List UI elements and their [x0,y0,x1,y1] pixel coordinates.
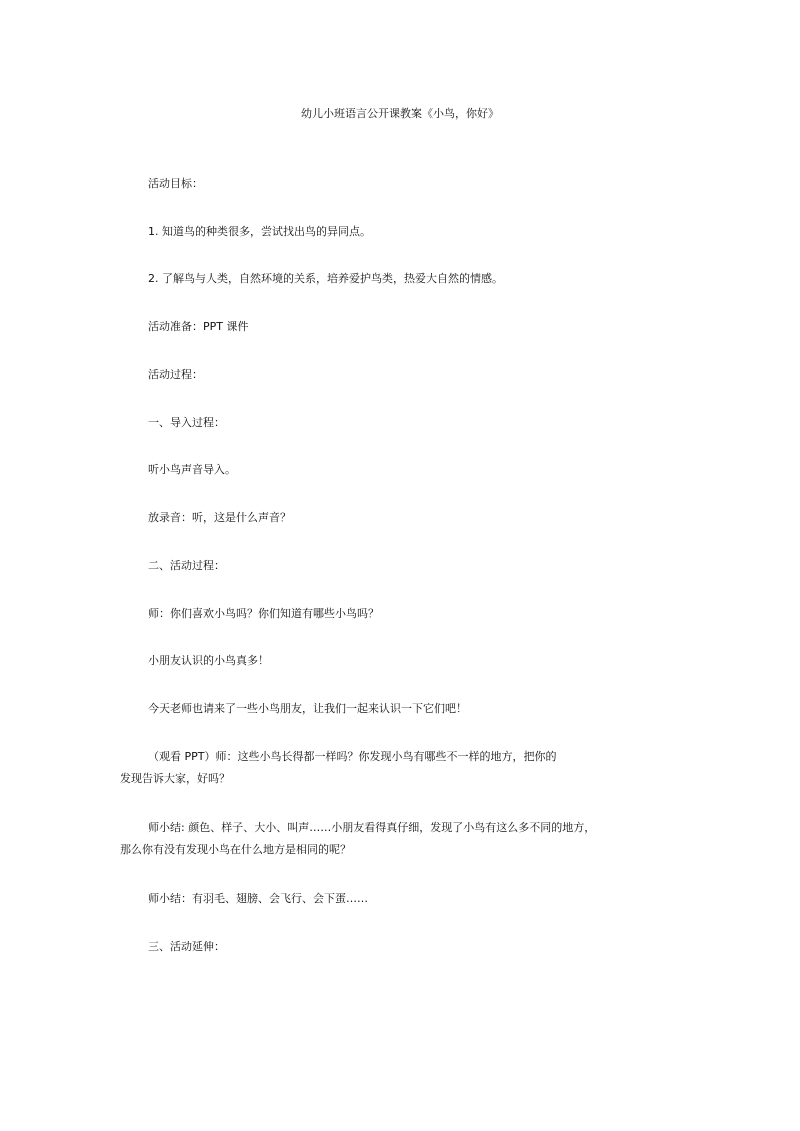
paragraph-goal-heading [120,173,680,195]
paragraph-goal-1 [120,221,680,243]
paragraph-line: 听小鸟声音导入。 [148,463,236,476]
paragraph-process-heading [120,364,680,386]
paragraph-recording [120,507,680,529]
paragraph-line: 那么你有没有发现小鸟在什么地方是相同的呢？ [120,843,351,856]
paragraph-summary-1 [120,817,680,861]
document-title: 幼儿小班语言公开课教案《小鸟，你好》 [301,107,499,120]
paragraph-line: 放录音：听，这是什么声音？ [148,511,291,524]
paragraph-line: 一、导入过程： [148,416,225,429]
paragraph-line: 小朋友认识的小鸟真多！ [148,654,269,667]
paragraph-line: 活动目标： [148,177,203,190]
paragraph-line: 今天老师也请来了一些小鸟朋友，让我们一起来认识一下它们吧！ [148,702,467,715]
paragraph-line: 师：你们喜欢小鸟吗？你们知道有哪些小鸟吗？ [148,607,379,620]
paragraph-line: 活动准备：PPT 课件 [148,320,249,333]
paragraph-listen [120,459,680,481]
paragraph-ppt [120,746,680,790]
paragraph-summary-2 [120,888,680,910]
paragraph-line: 2. 了解鸟与人类，自然环境的关系，培养爱护鸟类，热爱大自然的情感。 [148,272,503,285]
paragraph-section-2 [120,555,680,577]
paragraph-line: 师小结：有羽毛、翅膀、会飞行、会下蛋…… [148,892,368,905]
paragraph-line: 活动过程： [148,368,203,381]
paragraph-question [120,603,680,625]
paragraph-line: （观看 PPT）师：这些小鸟长得都一样吗？你发现小鸟有哪些不一样的地方，把你的 [148,750,557,763]
paragraph-section-3 [120,936,680,958]
paragraph-line: 师小结: 颜色、样子、大小、叫声……小朋友看得真仔细，发现了小鸟有这么多不同的地方， [148,821,596,834]
paragraph-goal-2 [120,268,680,290]
paragraph-line: 二、活动过程： [148,559,225,572]
paragraph-section-1 [120,412,680,434]
paragraph-many [120,650,680,672]
paragraph-line: 三、活动延伸： [148,940,225,953]
paragraph-preparation [120,316,680,338]
paragraph-line: 1. 知道鸟的种类很多，尝试找出鸟的异同点。 [148,225,371,238]
paragraph-invite [120,698,680,720]
paragraph-line: 发现告诉大家，好吗？ [120,772,230,785]
